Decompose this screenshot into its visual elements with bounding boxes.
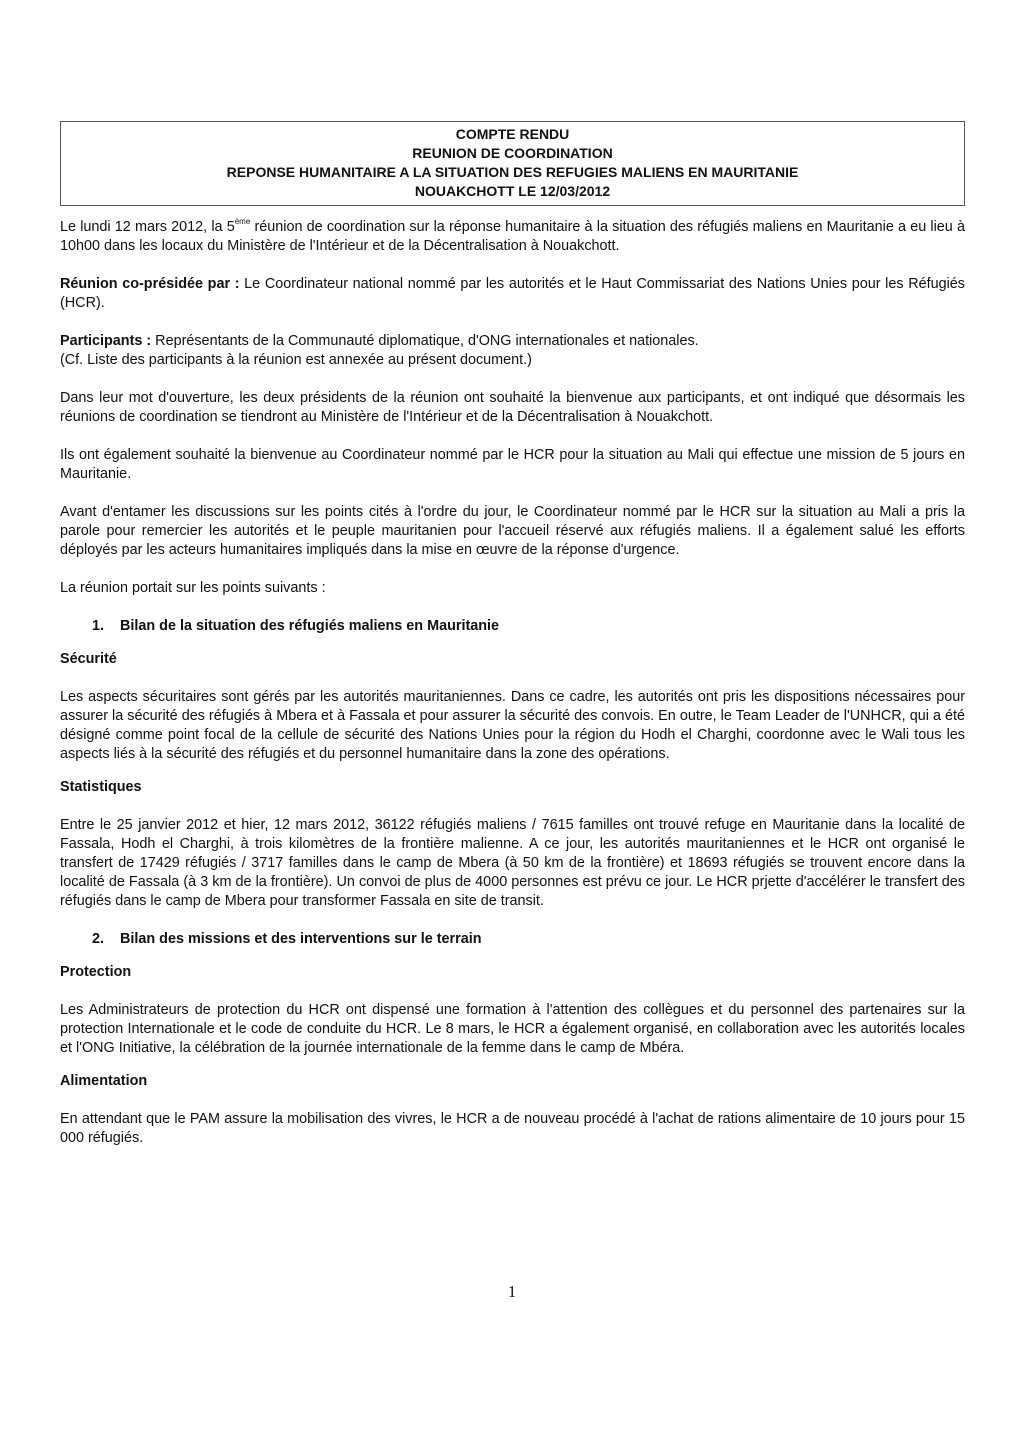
section-1-heading xyxy=(60,617,965,636)
title-line-4: NOUAKCHOTT LE 12/03/2012 xyxy=(414,183,611,199)
participants-label: Participants : xyxy=(60,333,152,349)
securite-paragraph: Les aspects sécuritaires sont gérés par les autorités mauritaniennes. Dans ce cadre, les autorités ont pris les dispositions nécessaires pour assurer la sécurité des réfugiés à Mbera et à Fassala et pour assurer la sécurité des convois. En outre, le Team Leader de l'UNHCR, qui a été désigné comme point focal de la cellule de sécurité des Nations Unies pour la région du Hodh el Charghi, coordonne avec le Wali tous les aspects liés à la sécurité des réfugiés et du personnel humanitaire dans la zone des opérations. xyxy=(60,689,965,762)
participants-paragraph xyxy=(60,332,965,351)
participants-note: (Cf. Liste des participants à la réunion est annexée au présent document.) xyxy=(60,352,532,368)
intro-text-end: réunion de coordination sur la réponse humanitaire à la situation des réfugiés maliens en Mauritanie a eu lieu à 10h00 dans les locaux du Ministère de l'Intérieur et de la Décentralisation à Nouakchott. xyxy=(60,219,965,254)
title-line-1: COMPTE RENDU xyxy=(455,126,570,142)
section-2-title: Bilan des missions et des interventions sur le terrain xyxy=(120,931,482,947)
welcome-paragraph: Ils ont également souhaité la bienvenue au Coordinateur nommé par le HCR pour la situation au Mali qui effectue une mission de 5 jours en Mauritanie. xyxy=(60,447,965,482)
title-line-2: REUNION DE COORDINATION xyxy=(412,145,613,161)
section-1-number: 1. xyxy=(92,618,105,634)
protection-heading: Protection xyxy=(60,964,132,980)
section-2-heading xyxy=(60,930,965,949)
alimentation-paragraph: En attendant que le PAM assure la mobilisation des vivres, le HCR a de nouveau procédé à l'achat de rations alimentaire de 10 jours pour 15 000 réfugiés. xyxy=(60,1111,965,1146)
copresidence-text: Le Coordinateur national nommé par les autorités et le Haut Commissariat des Nations Unies pour les Réfugiés (HCR). xyxy=(60,276,965,311)
coordinator-paragraph: Avant d'entamer les discussions sur les points cités à l'ordre du jour, le Coordinateur nommé par le HCR sur la situation au Mali a pris la parole pour remercier les autorités et le peuple mauritanien pour l'accueil réservé aux réfugiés maliens. Il a également salué les efforts déployés par les acteurs humanitaires impliqués dans la mise en œuvre de la réponse d'urgence. xyxy=(60,504,965,558)
statistiques-heading: Statistiques xyxy=(60,779,142,795)
protection-paragraph: Les Administrateurs de protection du HCR ont dispensé une formation à l'attention des collègues et du personnel des partenaires sur la protection Internationale et le code de conduite du HCR. Le 8 mars, le HCR a également organisé, en collaboration avec les autorités locales et l'ONG Initiative, la célébration de la journée internationale de la femme dans le camp de Mbéra. xyxy=(60,1002,965,1056)
securite-heading: Sécurité xyxy=(60,651,117,667)
statistiques-paragraph: Entre le 25 janvier 2012 et hier, 12 mars 2012, 36122 réfugiés maliens / 7615 familles ont trouvé refuge en Mauritanie dans la localité de Fassala, Hodh el Charghi, à trois kilomètres de la frontière malienne. A ce jour, les autorités mauritaniennes et le HCR ont organisé le transfert de 17429 réfugiés / 3717 familles dans le camp de Mbera (à 50 km de la frontière) et 18693 réfugiés se trouvent encore dans la localité de Fassala (à 3 km de la frontière). Un convoi de plus de 4000 personnes est prévu ce jour. Le HCR prjette d'accélérer le transfert des réfugiés dans le camp de Mbera pour transformer Fassala en site de transit. xyxy=(60,817,965,909)
section-2-number: 2. xyxy=(92,931,105,947)
title-line-3: REPONSE HUMANITAIRE A LA SITUATION DES REFUGIES MALIENS EN MAURITANIE xyxy=(226,164,799,180)
ordinal-superscript: ème xyxy=(234,217,251,226)
alimentation-heading: Alimentation xyxy=(60,1073,148,1089)
copresidence-label: Réunion co-présidée par : xyxy=(60,276,240,292)
intro-text-start: Le lundi 12 mars 2012, la 5 xyxy=(60,219,235,235)
document-page xyxy=(60,121,965,1148)
intro-paragraph xyxy=(60,218,965,256)
participants-text: Représentants de la Communauté diplomatique, d'ONG internationales et nationales. xyxy=(151,333,699,349)
section-1-title: Bilan de la situation des réfugiés maliens en Mauritanie xyxy=(120,618,500,634)
page-number: 1 xyxy=(507,1282,517,1301)
copresidence-paragraph xyxy=(60,275,965,313)
report-title-box xyxy=(60,121,965,206)
agenda-intro: La réunion portait sur les points suivants : xyxy=(60,580,326,596)
opening-paragraph: Dans leur mot d'ouverture, les deux présidents de la réunion ont souhaité la bienvenue aux participants, et ont indiqué que désormais les réunions de coordination se tiendront au Ministère de l'Intérieur et de la Décentralisation à Nouakchott. xyxy=(60,390,965,425)
